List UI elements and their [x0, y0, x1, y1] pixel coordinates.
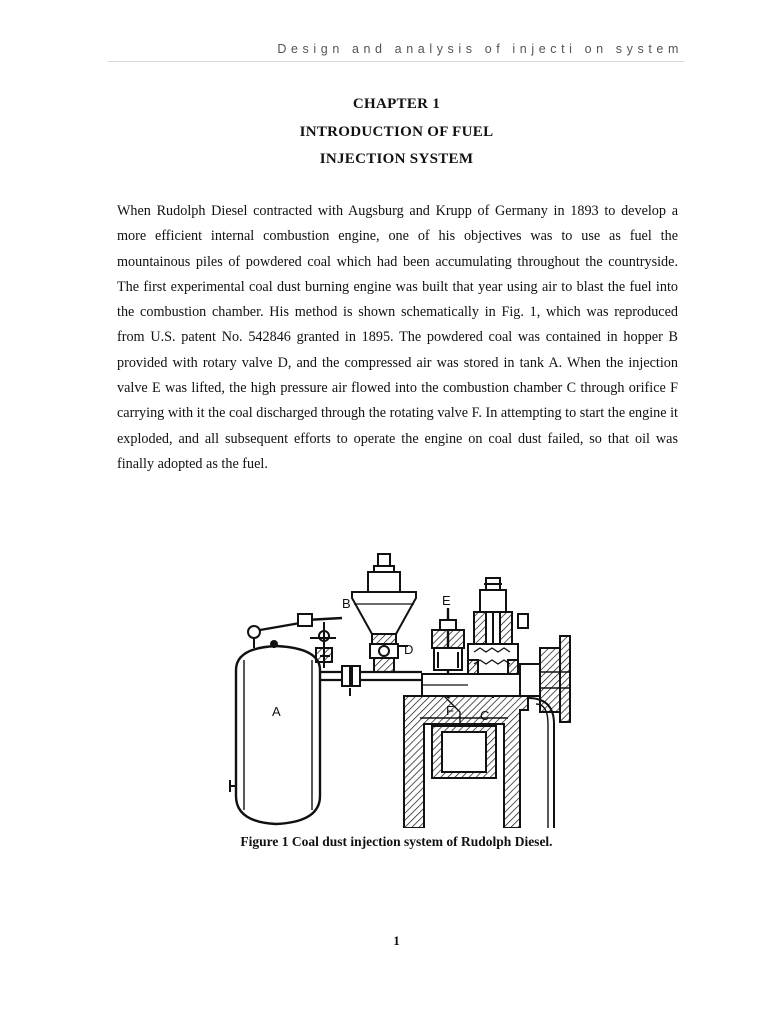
chapter-number: CHAPTER 1	[352, 96, 441, 112]
label-e: E	[442, 593, 451, 608]
label-b: B	[342, 596, 351, 611]
label-a: A	[272, 704, 281, 719]
chapter-title-line-1: INTRODUCTION OF FUEL	[299, 124, 494, 140]
body-paragraph: When Rudolph Diesel contracted with Augsburg and Krupp of Germany in 1893 to develop a more efficient internal combustion engine, one of his objectives was to use as fuel the mountainous piles of powdered coal which had been accumulating throughout the countryside. The first experimental coal dust burning engine was built that year using air to blast the fuel into the combustion chamber. His method is shown schematically in Fig. 1, which was reproduced from U.S. patent No. 542846 granted in 1895. The powdered coal was contained in hopper B provided with rotary valve D, and the compressed air was stored in tank A. When the injection valve E was lifted, the high pressure air flowed into the combustion chamber C through orifice F carrying with it the coal discharged through the rotating valve F. In attempting to start the engine it exploded, and all subsequent efforts to operate the engine on coal dust failed, so that oil was finally adopted as the fuel.	[117, 203, 678, 472]
tank-valve-linkage	[248, 614, 342, 668]
figure-caption: Figure 1 Coal dust injection system of Rudolph Diesel.	[240, 834, 553, 849]
running-header: Design and analysis of injecti on system	[277, 42, 683, 56]
air-pipe	[320, 666, 422, 696]
chapter-title-line-2: INJECTION SYSTEM	[319, 151, 474, 167]
header-divider	[108, 61, 684, 62]
page-number: 1	[393, 933, 400, 948]
label-f: F	[446, 703, 454, 718]
label-d: D	[404, 642, 414, 657]
coal-dust-injection-diagram	[224, 548, 576, 828]
combustion-chamber	[404, 674, 554, 828]
label-c: C	[480, 708, 490, 723]
air-tank	[230, 646, 320, 824]
